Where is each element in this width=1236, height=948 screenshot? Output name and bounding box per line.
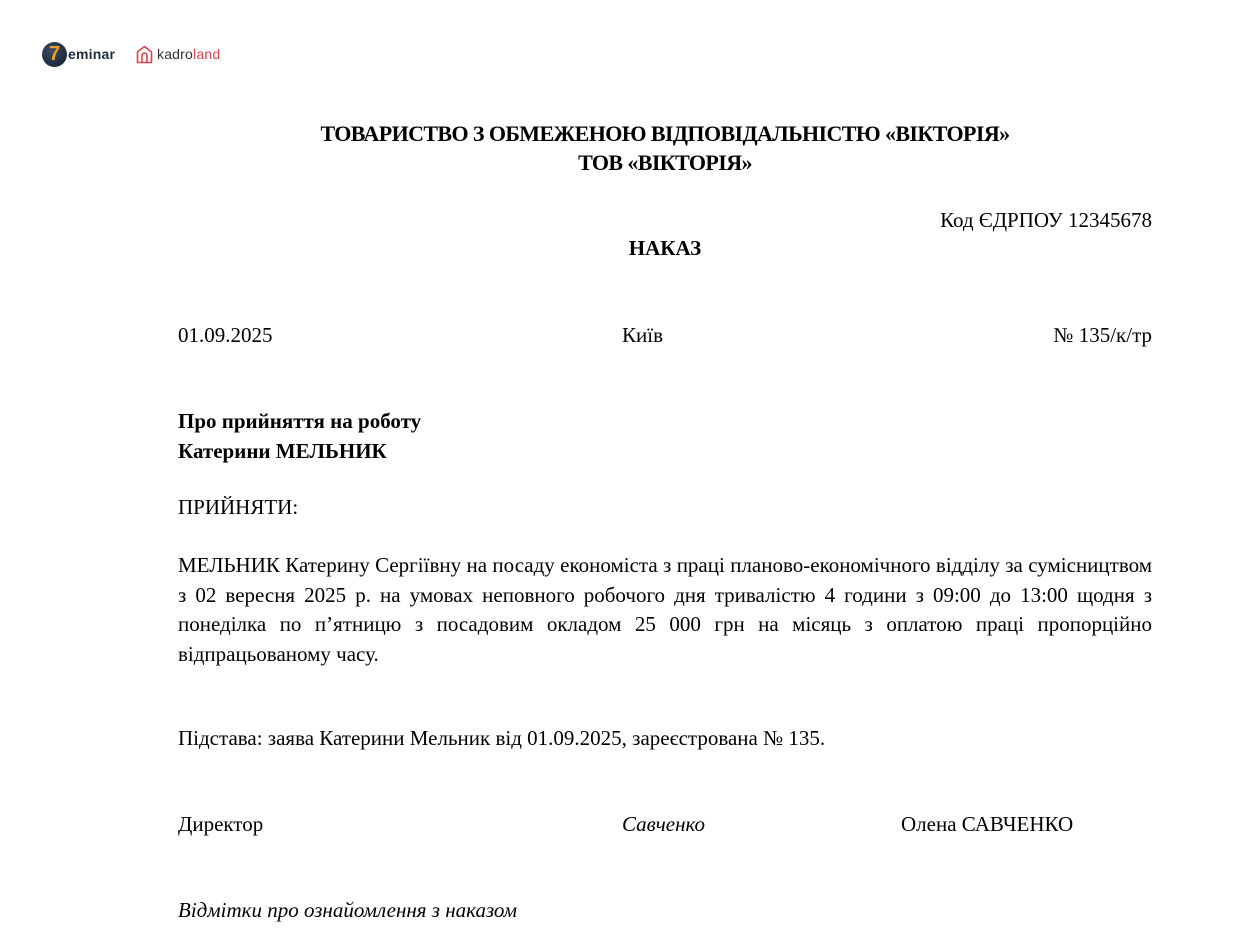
house-outline-icon: [136, 45, 153, 64]
organization-short-name: ТОВ «ВІКТОРІЯ»: [578, 150, 752, 175]
edrpou-code: Код ЄДРПОУ 12345678: [940, 208, 1152, 232]
kadroland-logo-text: kadroland: [157, 46, 221, 62]
order-verb: ПРИЙНЯТИ:: [178, 495, 299, 519]
document-meta-row: [178, 321, 1152, 349]
signer-signature: Савченко: [622, 812, 706, 836]
subject-line-1: Про прийняття на роботу: [178, 409, 422, 433]
acknowledgement-heading: Відмітки про ознайомлення з наказом: [178, 898, 517, 922]
subject-line-2: Катерини МЕЛЬНИК: [178, 439, 387, 463]
order-basis: Підстава: заява Катерини Мельник від 01.09.2025, зареєстрована № 135.: [178, 726, 826, 750]
order-body-text: МЕЛЬНИК Катерину Сергіївну на посаду економіста з праці планово-економічного відділу за сумісництвом з 02 вересня 2025 р. на умовах неповного робочого дня тривалістю 4 години з 09:00 до 13:00 щодня з понеділка по п’ятницю з посадовим окладом 25 000 грн на місяць з оплатою праці пропорційно відпрацьованому часу.: [178, 553, 1152, 666]
organization-full-name: ТОВАРИСТВО З ОБМЕЖЕНОЮ ВІДПОВІДАЛЬНІСТЮ «ВІКТОРІЯ»: [320, 121, 1010, 146]
order-number: № 135/к/тр: [1053, 323, 1152, 347]
signer-name: Олена САВЧЕНКО: [901, 812, 1074, 836]
order-city: Київ: [622, 323, 663, 347]
seven-circle-logo-icon: 7: [42, 42, 67, 67]
order-date: 01.09.2025: [178, 323, 273, 347]
seminar-logo-text: eminar: [68, 46, 116, 62]
signer-position: Директор: [178, 812, 264, 836]
seminar-logo: [42, 40, 115, 68]
order-subject: [178, 406, 421, 466]
document-title: НАКАЗ: [628, 236, 702, 260]
kadroland-logo: [136, 42, 220, 66]
